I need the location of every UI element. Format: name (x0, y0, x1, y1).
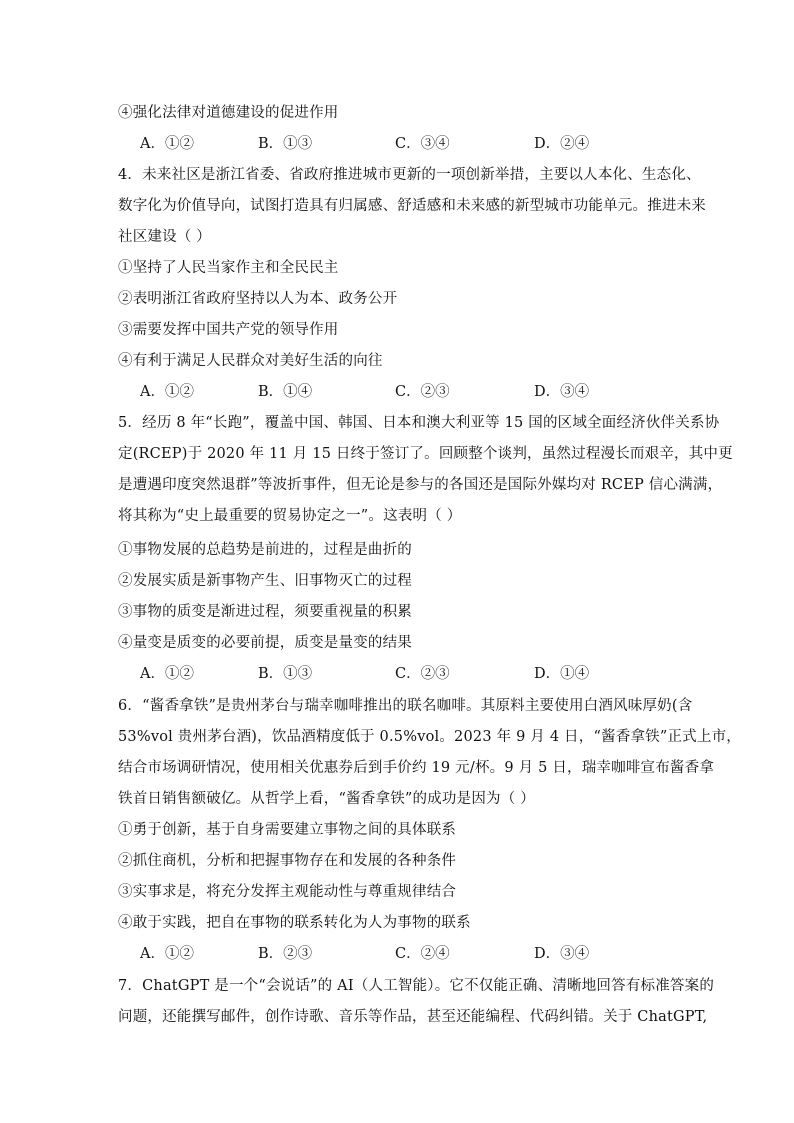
q5-option-d[interactable]: D．①④ (534, 666, 590, 682)
q4-stem-line-1: 4．未来社区是浙江省委、省政府推进城市更新的一项创新举措，主要以人本化、生态化、 (118, 167, 701, 183)
q6-statement-3: ③实事求是，将充分发挥主观能动性与尊重规律结合 (118, 884, 457, 900)
q6-option-b[interactable]: B．②③ (258, 946, 313, 962)
q3-option-c[interactable]: C．③④ (395, 136, 450, 152)
q5-statement-1: ①事物发展的总趋势是前进的，过程是曲折的 (118, 542, 412, 558)
q5-option-a[interactable]: A．①② (140, 666, 194, 682)
q6-stem-line-2: 53%vol 贵州茅台酒)，饮品酒精度低于 0.5%vol。2023 年 9 月 4 日，“酱香拿铁”正式上市， (118, 729, 741, 745)
q6-stem-line-3: 结合市场调研情况，使用相关优惠券后到手价约 19 元/杯。9 月 5 日，瑞幸咖啡宣布酱香拿 (118, 760, 715, 776)
q4-stem-line-3: 社区建设（ ） (118, 229, 212, 245)
q6-stem-line-1: 6．“酱香拿铁”是贵州茅台与瑞幸咖啡推出的联名咖啡。其原料主要使用白酒风味厚奶(含 (118, 698, 693, 714)
q6-statement-4: ④敢于实践，把自在事物的联系转化为人为事物的联系 (118, 915, 471, 931)
q4-statement-1: ①坚持了人民当家作主和全民民主 (118, 260, 339, 276)
q5-stem-line-1: 5．经历 8 年“长跑”，覆盖中国、韩国、日本和澳大利亚等 15 国的区域全面经济伙伴关系协 (118, 415, 720, 431)
q5-option-b[interactable]: B．①③ (258, 666, 313, 682)
q5-options (140, 664, 660, 684)
q6-option-c[interactable]: C．②④ (395, 946, 450, 962)
q4-option-a[interactable]: A．①② (140, 384, 194, 400)
q4-stem-line-2: 数字化为价值导向，试图打造具有归属感、舒适感和未来感的新型城市功能单元。推进未来 (118, 198, 706, 214)
q5-stem-line-2: 定(RCEP)于 2020 年 11 月 15 日终于签订了。回顾整个谈判，虽然过程漫长而艰辛，其中更 (118, 446, 733, 462)
q5-stem-line-4: 将其称为“史上最重要的贸易协定之一”。这表明（ ） (118, 508, 462, 524)
q3-option-a[interactable]: A．①② (140, 136, 194, 152)
q3-option-d[interactable]: D．②④ (534, 136, 590, 152)
q6-statement-1: ①勇于创新，基于自身需要建立事物之间的具体联系 (118, 822, 457, 838)
q4-option-b[interactable]: B．①④ (258, 384, 313, 400)
q6-stem-line-4: 铁首日销售额破亿。从哲学上看，“酱香拿铁”的成功是因为（ ） (118, 791, 535, 807)
q4-statement-3: ③需要发挥中国共产党的领导作用 (118, 322, 339, 338)
q4-options (140, 382, 660, 402)
q6-options (140, 944, 660, 964)
q7-stem-line-2: 问题，还能撰写邮件，创作诗歌、音乐等作品，甚至还能编程、代码纠错。关于 ChatGPT, (118, 1009, 708, 1025)
q6-option-d[interactable]: D．③④ (534, 946, 590, 962)
q6-statement-2: ②抓住商机，分析和把握事物存在和发展的各种条件 (118, 853, 457, 869)
q5-stem-line-3: 是遭遇印度突然退群”等波折事件，但无论是参与的各国还是国际外媒均对 RCEP 信心满满， (118, 477, 723, 493)
q3-option-b[interactable]: B．①③ (258, 136, 313, 152)
q6-option-a[interactable]: A．①② (140, 946, 194, 962)
q3-options (140, 134, 660, 154)
q3-statement-4: ④强化法律对道德建设的促进作用 (118, 105, 339, 121)
q7-stem-line-1: 7．ChatGPT 是一个“会说话”的 AI（人工智能）。它不仅能正确、清晰地回答有标准答案的 (118, 978, 715, 994)
q4-option-c[interactable]: C．②③ (395, 384, 450, 400)
q5-statement-3: ③事物的质变是渐进过程，须要重视量的积累 (118, 604, 412, 620)
q4-statement-2: ②表明浙江省政府坚持以人为本、政务公开 (118, 291, 398, 307)
q5-statement-2: ②发展实质是新事物产生、旧事物灭亡的过程 (118, 573, 412, 589)
q5-statement-4: ④量变是质变的必要前提，质变是量变的结果 (118, 635, 412, 651)
q5-option-c[interactable]: C．②③ (395, 666, 450, 682)
q4-statement-4: ④有利于满足人民群众对美好生活的向往 (118, 353, 383, 369)
q4-option-d[interactable]: D．③④ (534, 384, 590, 400)
